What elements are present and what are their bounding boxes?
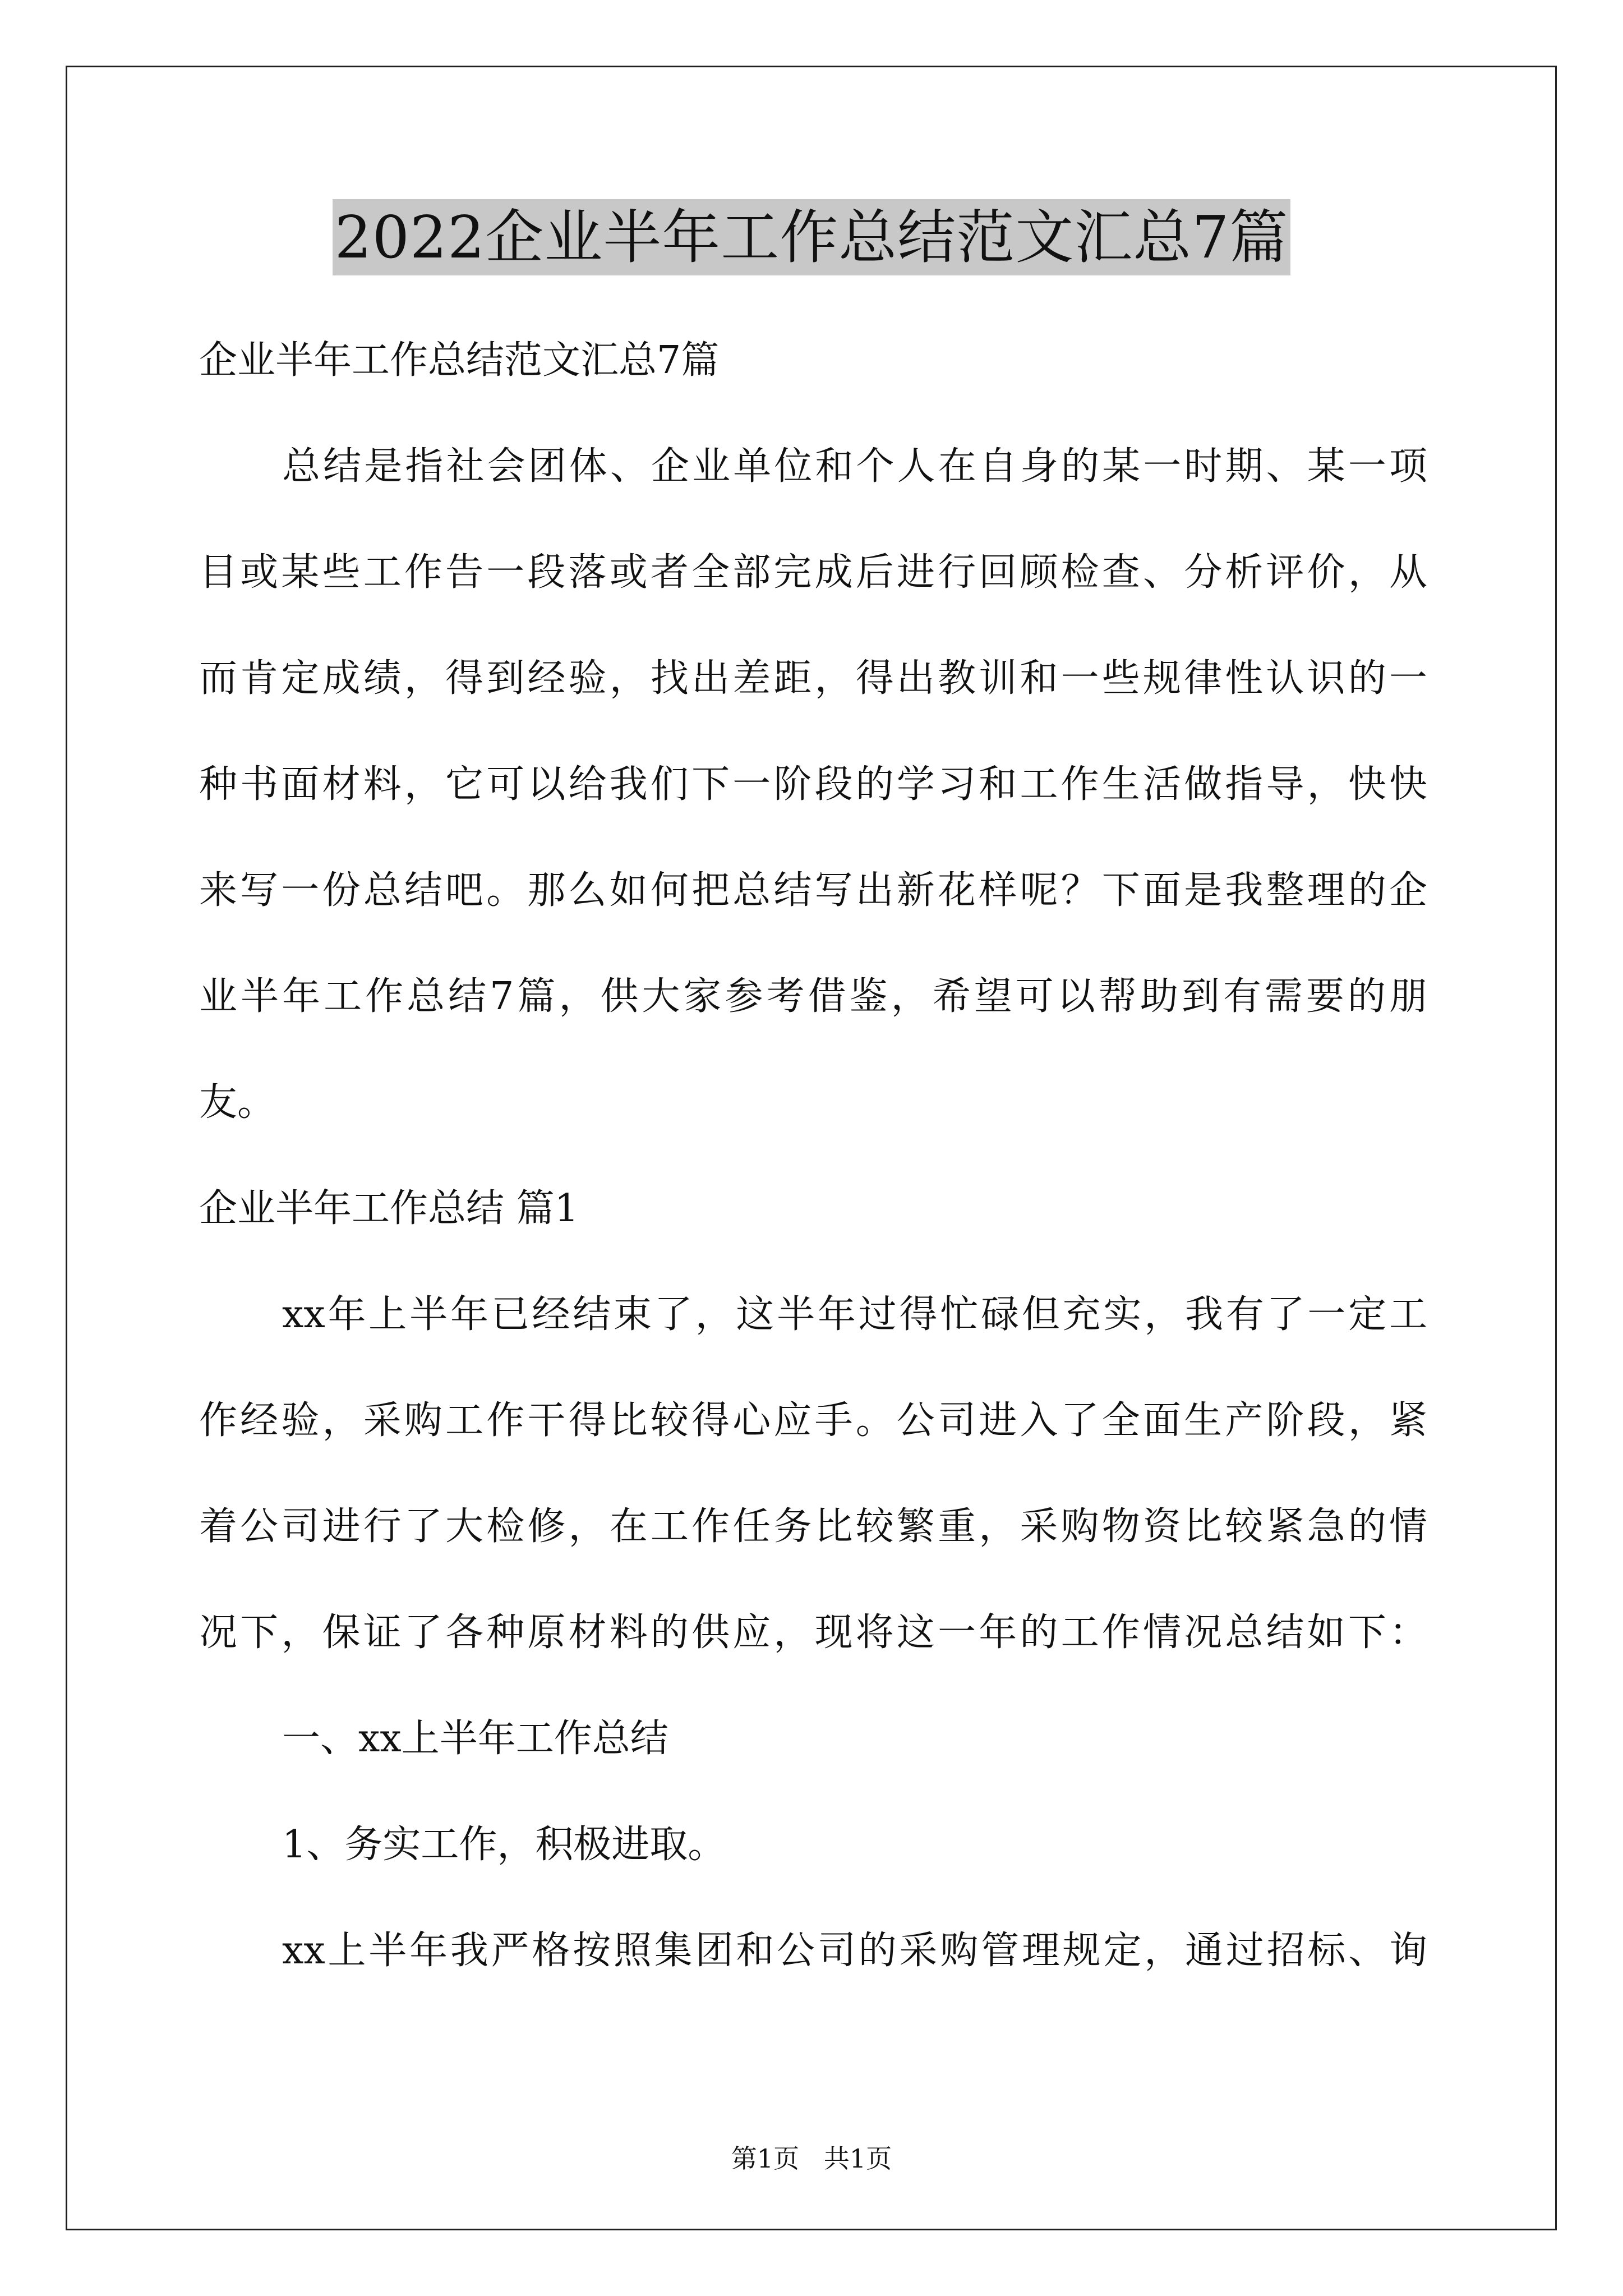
paragraph-line: 业半年工作总结7篇，供大家参考借鉴，希望可以帮助到有需要的朋 bbox=[199, 974, 1427, 1019]
subsection-heading: 1、务实工作，积极进取。 bbox=[282, 1823, 726, 1867]
page-footer: 第1页 共1页 bbox=[731, 2143, 892, 2174]
subtitle-line: 企业半年工作总结范文汇总7篇 bbox=[199, 338, 720, 383]
document-title: 2022企业半年工作总结范文汇总7篇 bbox=[333, 199, 1291, 275]
subsection-heading: 一、xx上半年工作总结 bbox=[282, 1717, 668, 1761]
paragraph-line: 总结是指社会团体、企业单位和个人在自身的某一时期、某一项 bbox=[282, 444, 1427, 489]
paragraph-line: 而肯定成绩，得到经验，找出差距，得出教训和一些规律性认识的一 bbox=[199, 656, 1427, 701]
title-container bbox=[0, 199, 1623, 275]
paragraph-line: xx上半年我严格按照集团和公司的采购管理规定，通过招标、询 bbox=[282, 1929, 1427, 1973]
paragraph-line: 作经验，采购工作干得比较得心应手。公司进入了全面生产阶段，紧 bbox=[199, 1398, 1427, 1443]
paragraph-line: 友。 bbox=[199, 1080, 276, 1125]
paragraph-line: 况下，保证了各种原材料的供应，现将这一年的工作情况总结如下： bbox=[199, 1611, 1427, 1655]
paragraph-line: 来写一份总结吧。那么如何把总结写出新花样呢？下面是我整理的企 bbox=[199, 868, 1427, 913]
paragraph-line: 着公司进行了大检修，在工作任务比较繁重，采购物资比较紧急的情 bbox=[199, 1504, 1427, 1549]
paragraph-line: 目或某些工作告一段落或者全部完成后进行回顾检查、分析评价，从 bbox=[199, 550, 1427, 595]
paragraph-line: 种书面材料，它可以给我们下一阶段的学习和工作生活做指导，快快 bbox=[199, 762, 1427, 807]
document-body bbox=[199, 307, 1427, 2004]
paragraph-line: xx年上半年已经结束了，这半年过得忙碌但充实，我有了一定工 bbox=[282, 1292, 1427, 1337]
section-heading: 企业半年工作总结 篇1 bbox=[199, 1186, 579, 1231]
